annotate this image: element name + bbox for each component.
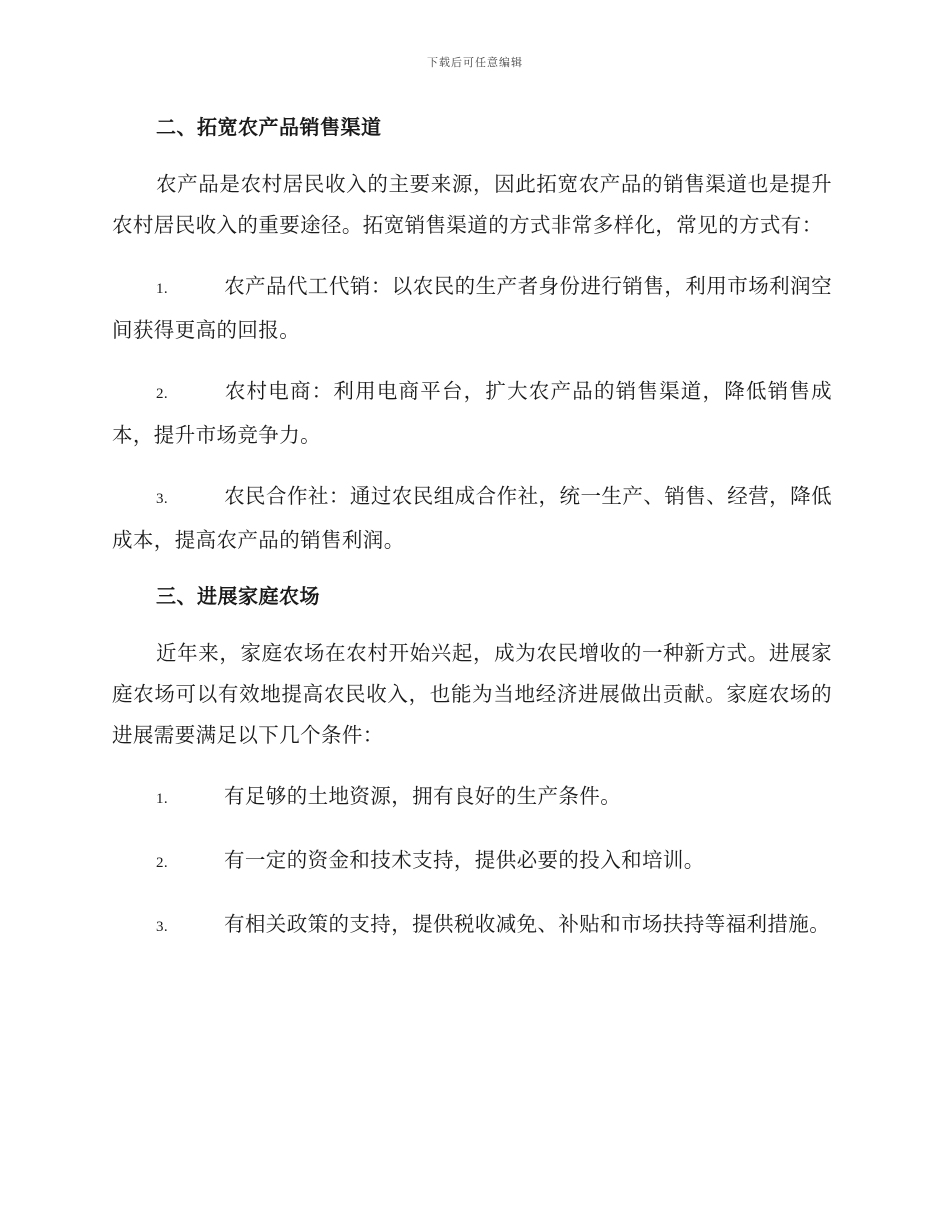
section-heading: 三、进展家庭农场 xyxy=(156,584,320,608)
list-item-number: 1. xyxy=(156,791,169,807)
list-item-number: 1. xyxy=(156,281,169,297)
header-note: 下载后可任意编辑 xyxy=(427,56,523,69)
list-item-text: 有相关政策的支持，提供税收减免、补贴和市场扶持等福利措施。 xyxy=(224,912,831,936)
list-item xyxy=(112,476,832,561)
list-item-number: 3. xyxy=(156,919,169,935)
list-item-number: 3. xyxy=(156,491,169,507)
list-item xyxy=(112,266,832,351)
section-heading: 二、拓宽农产品销售渠道 xyxy=(156,115,382,139)
section-intro: 近年来，家庭农场在农村开始兴起，成为农民增收的一种新方式。进展家庭农场可以有效地提高农民收入，也能为当地经济进展做出贡献。家庭农场的进展需要满足以下几个条件： xyxy=(112,641,832,747)
list-item xyxy=(112,904,832,948)
list-item-text: 有足够的土地资源，拥有良好的生产条件。 xyxy=(224,784,622,808)
list-item xyxy=(112,371,832,456)
list-item-text: 农村电商：利用电商平台，扩大农产品的销售渠道，降低销售成本，提升市场竞争力。 xyxy=(112,379,832,447)
list-item-text: 有一定的资金和技术支持，提供必要的投入和培训。 xyxy=(224,848,705,872)
list-item-text: 农民合作社：通过农民组成合作社，统一生产、销售、经营，降低成本，提高农产品的销售利润。 xyxy=(112,484,832,552)
list-item xyxy=(112,776,832,820)
document-body xyxy=(112,112,832,968)
list-item-number: 2. xyxy=(156,855,169,871)
section-sales-channels xyxy=(112,112,832,561)
list-item-number: 2. xyxy=(156,386,169,402)
list-item xyxy=(112,840,832,884)
section-family-farm xyxy=(112,581,832,948)
list-item-text: 农产品代工代销：以农民的生产者身份进行销售，利用市场利润空间获得更高的回报。 xyxy=(112,274,832,342)
section-intro: 农产品是农村居民收入的主要来源，因此拓宽农产品的销售渠道也是提升农村居民收入的重要途径。拓宽销售渠道的方式非常多样化，常见的方式有： xyxy=(112,172,832,237)
